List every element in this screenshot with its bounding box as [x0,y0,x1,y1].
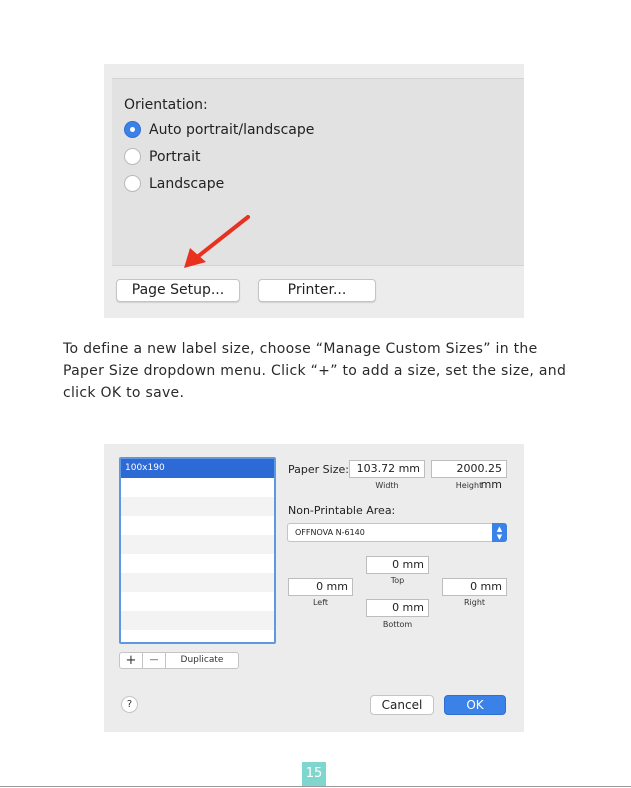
left-margin-field[interactable]: 0 mm [288,578,353,596]
width-caption: Width [375,481,399,490]
radio-landscape[interactable] [124,175,224,192]
list-item [121,573,274,592]
duplicate-button[interactable]: Duplicate [180,655,224,665]
add-size-button[interactable]: + [120,653,143,668]
chevron-up-down-icon[interactable]: ▲ ▼ [492,523,507,542]
instruction-paragraph: To define a new label size, choose “Manage Custom Sizes” in the Paper Size dropdown menu. Click “+” to add a size, set the size, and click OK to save. [63,341,567,401]
radio-icon[interactable] [124,148,141,165]
radio-auto-portrait-landscape[interactable] [124,121,314,138]
radio-label: Auto portrait/landscape [149,121,315,138]
remove-size-button[interactable]: — [143,653,166,668]
height-field[interactable]: 2000.25 mm [431,460,507,478]
right-margin-field[interactable]: 0 mm [442,578,507,596]
help-button[interactable]: ? [121,696,138,713]
right-caption: Right [463,598,486,607]
red-arrow-icon [174,212,254,272]
printer-select-value: OFFNOVA N-6140 [295,528,365,537]
custom-size-list[interactable] [119,457,276,644]
bottom-caption: Bottom [382,620,413,629]
printer-button[interactable]: Printer... [258,279,376,302]
radio-selected-icon[interactable] [124,121,141,138]
printer-select[interactable] [287,523,507,542]
page-setup-button[interactable]: Page Setup... [116,279,240,302]
radio-portrait[interactable] [124,148,200,165]
list-item [121,611,274,630]
list-item [121,535,274,554]
non-printable-area-label: Non-Printable Area: [288,504,396,517]
list-item[interactable]: 100x190 [121,459,274,478]
list-item [121,516,274,535]
radio-label: Portrait [149,148,201,165]
page-number: 15 [302,762,326,786]
radio-icon[interactable] [124,175,141,192]
footer-divider [0,786,631,787]
top-margin-field[interactable]: 0 mm [366,556,429,574]
cancel-button[interactable]: Cancel [370,695,434,715]
list-item [121,497,274,516]
radio-label: Landscape [149,175,225,192]
custom-sizes-screenshot [104,444,524,732]
height-caption: Height [455,481,483,490]
top-caption: Top [390,576,405,585]
width-field[interactable]: 103.72 mm [349,460,425,478]
list-item [121,592,274,611]
left-caption: Left [312,598,329,607]
list-controls [119,652,239,669]
ok-button[interactable]: OK [444,695,506,715]
list-item [121,478,274,497]
list-item [121,630,274,644]
print-dialog-screenshot [104,64,524,318]
bottom-margin-field[interactable]: 0 mm [366,599,429,617]
paper-size-label: Paper Size: [288,463,349,476]
list-item [121,554,274,573]
orientation-label: Orientation: [124,97,208,113]
